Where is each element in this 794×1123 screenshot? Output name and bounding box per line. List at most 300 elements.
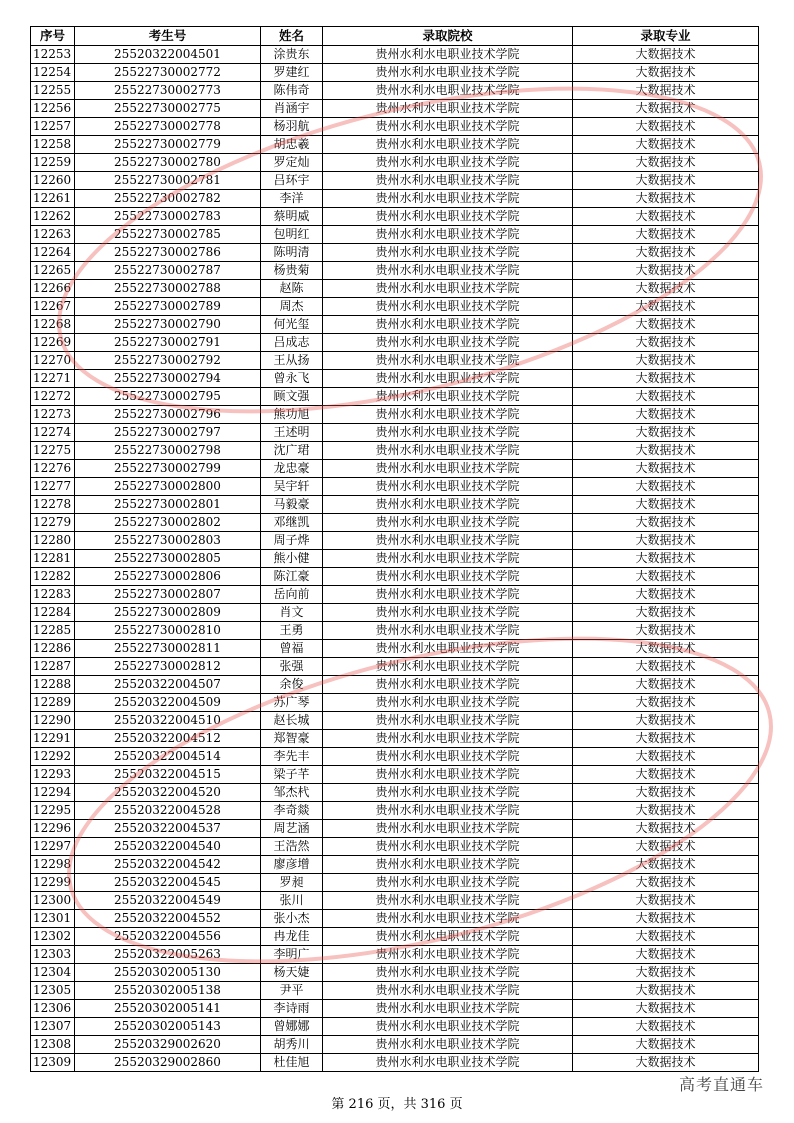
table-row <box>31 820 759 838</box>
cell-major: 大数据技术 <box>573 46 759 64</box>
cell-major: 大数据技术 <box>573 964 759 982</box>
table-row <box>31 766 759 784</box>
table-row <box>31 964 759 982</box>
page-footer: 第 216 页，共 316 页 <box>331 1097 463 1112</box>
cell-seq: 12278 <box>31 496 75 514</box>
cell-name: 曾福 <box>261 640 323 658</box>
cell-major: 大数据技术 <box>573 748 759 766</box>
cell-major: 大数据技术 <box>573 280 759 298</box>
table-row <box>31 658 759 676</box>
cell-seq: 12279 <box>31 514 75 532</box>
cell-exam-id: 25522730002772 <box>75 64 261 82</box>
cell-school: 贵州水利水电职业技术学院 <box>323 334 573 352</box>
cell-seq: 12269 <box>31 334 75 352</box>
cell-school: 贵州水利水电职业技术学院 <box>323 190 573 208</box>
cell-seq: 12283 <box>31 586 75 604</box>
table-row <box>31 262 759 280</box>
table-row <box>31 190 759 208</box>
cell-name: 曾娜娜 <box>261 1018 323 1036</box>
table-row <box>31 712 759 730</box>
table-row <box>31 892 759 910</box>
cell-school: 贵州水利水电职业技术学院 <box>323 766 573 784</box>
cell-school: 贵州水利水电职业技术学院 <box>323 550 573 568</box>
cell-school: 贵州水利水电职业技术学院 <box>323 676 573 694</box>
cell-school: 贵州水利水电职业技术学院 <box>323 100 573 118</box>
cell-exam-id: 25522730002783 <box>75 208 261 226</box>
cell-major: 大数据技术 <box>573 370 759 388</box>
cell-major: 大数据技术 <box>573 82 759 100</box>
cell-exam-id: 25522730002787 <box>75 262 261 280</box>
cell-seq: 12271 <box>31 370 75 388</box>
cell-name: 周子烨 <box>261 532 323 550</box>
table-row <box>31 46 759 64</box>
cell-exam-id: 25522730002778 <box>75 118 261 136</box>
cell-name: 李明广 <box>261 946 323 964</box>
cell-exam-id: 25522730002805 <box>75 550 261 568</box>
cell-seq: 12297 <box>31 838 75 856</box>
cell-exam-id: 25522730002795 <box>75 388 261 406</box>
table-row <box>31 64 759 82</box>
cell-exam-id: 25522730002775 <box>75 100 261 118</box>
cell-seq: 12292 <box>31 748 75 766</box>
cell-name: 包明红 <box>261 226 323 244</box>
cell-name: 张川 <box>261 892 323 910</box>
cell-major: 大数据技术 <box>573 532 759 550</box>
table-row <box>31 406 759 424</box>
cell-name: 杨羽航 <box>261 118 323 136</box>
cell-seq: 12287 <box>31 658 75 676</box>
cell-name: 马毅豪 <box>261 496 323 514</box>
cell-name: 赵长城 <box>261 712 323 730</box>
cell-exam-id: 25520322004509 <box>75 694 261 712</box>
cell-name: 尹平 <box>261 982 323 1000</box>
cell-exam-id: 25520322004552 <box>75 910 261 928</box>
cell-seq: 12257 <box>31 118 75 136</box>
table-row <box>31 784 759 802</box>
table-row <box>31 442 759 460</box>
table-row <box>31 352 759 370</box>
table-body <box>31 46 759 1072</box>
cell-school: 贵州水利水电职业技术学院 <box>323 82 573 100</box>
cell-seq: 12254 <box>31 64 75 82</box>
cell-school: 贵州水利水电职业技术学院 <box>323 352 573 370</box>
cell-name: 王浩然 <box>261 838 323 856</box>
cell-exam-id: 25520322004501 <box>75 46 261 64</box>
cell-name: 蔡明威 <box>261 208 323 226</box>
cell-name: 陈江豪 <box>261 568 323 586</box>
table-row <box>31 586 759 604</box>
cell-exam-id: 25520322005263 <box>75 946 261 964</box>
cell-exam-id: 25522730002791 <box>75 334 261 352</box>
cell-major: 大数据技术 <box>573 694 759 712</box>
table-row <box>31 280 759 298</box>
cell-major: 大数据技术 <box>573 730 759 748</box>
table-row <box>31 568 759 586</box>
cell-major: 大数据技术 <box>573 244 759 262</box>
cell-school: 贵州水利水电职业技术学院 <box>323 496 573 514</box>
cell-school: 贵州水利水电职业技术学院 <box>323 604 573 622</box>
cell-seq: 12301 <box>31 910 75 928</box>
cell-name: 罗定灿 <box>261 154 323 172</box>
cell-seq: 12260 <box>31 172 75 190</box>
table-row <box>31 316 759 334</box>
cell-exam-id: 25520322004556 <box>75 928 261 946</box>
cell-exam-id: 25522730002782 <box>75 190 261 208</box>
cell-exam-id: 25522730002811 <box>75 640 261 658</box>
table-row <box>31 802 759 820</box>
cell-school: 贵州水利水电职业技术学院 <box>323 856 573 874</box>
cell-exam-id: 25520322004540 <box>75 838 261 856</box>
table-row <box>31 514 759 532</box>
cell-name: 邓继凯 <box>261 514 323 532</box>
cell-major: 大数据技术 <box>573 1000 759 1018</box>
table-row <box>31 694 759 712</box>
table-row <box>31 244 759 262</box>
cell-seq: 12255 <box>31 82 75 100</box>
table-row <box>31 676 759 694</box>
cell-school: 贵州水利水电职业技术学院 <box>323 514 573 532</box>
cell-major: 大数据技术 <box>573 892 759 910</box>
cell-major: 大数据技术 <box>573 478 759 496</box>
cell-name: 李先丰 <box>261 748 323 766</box>
cell-seq: 12293 <box>31 766 75 784</box>
table-row <box>31 298 759 316</box>
cell-school: 贵州水利水电职业技术学院 <box>323 586 573 604</box>
cell-seq: 12261 <box>31 190 75 208</box>
cell-exam-id: 25522730002794 <box>75 370 261 388</box>
cell-seq: 12281 <box>31 550 75 568</box>
table-row <box>31 550 759 568</box>
cell-school: 贵州水利水电职业技术学院 <box>323 568 573 586</box>
cell-major: 大数据技术 <box>573 298 759 316</box>
table-row <box>31 172 759 190</box>
cell-seq: 12275 <box>31 442 75 460</box>
cell-seq: 12308 <box>31 1036 75 1054</box>
cell-school: 贵州水利水电职业技术学院 <box>323 298 573 316</box>
cell-seq: 12256 <box>31 100 75 118</box>
cell-major: 大数据技术 <box>573 424 759 442</box>
cell-name: 王从扬 <box>261 352 323 370</box>
cell-major: 大数据技术 <box>573 622 759 640</box>
cell-major: 大数据技术 <box>573 928 759 946</box>
table-row <box>31 136 759 154</box>
cell-exam-id: 25522730002798 <box>75 442 261 460</box>
cell-seq: 12288 <box>31 676 75 694</box>
cell-major: 大数据技术 <box>573 640 759 658</box>
cell-exam-id: 25520329002620 <box>75 1036 261 1054</box>
cell-seq: 12280 <box>31 532 75 550</box>
cell-exam-id: 25520322004542 <box>75 856 261 874</box>
cell-school: 贵州水利水电职业技术学院 <box>323 928 573 946</box>
cell-major: 大数据技术 <box>573 820 759 838</box>
cell-school: 贵州水利水电职业技术学院 <box>323 820 573 838</box>
cell-name: 肖涵宇 <box>261 100 323 118</box>
cell-major: 大数据技术 <box>573 118 759 136</box>
cell-name: 杜佳旭 <box>261 1054 323 1072</box>
cell-seq: 12270 <box>31 352 75 370</box>
table-row <box>31 118 759 136</box>
cell-seq: 12259 <box>31 154 75 172</box>
table-row <box>31 334 759 352</box>
cell-name: 罗昶 <box>261 874 323 892</box>
cell-seq: 12253 <box>31 46 75 64</box>
table-row <box>31 910 759 928</box>
table-row <box>31 622 759 640</box>
cell-seq: 12305 <box>31 982 75 1000</box>
cell-seq: 12289 <box>31 694 75 712</box>
cell-school: 贵州水利水电职业技术学院 <box>323 838 573 856</box>
cell-exam-id: 25522730002797 <box>75 424 261 442</box>
table-row <box>31 370 759 388</box>
cell-school: 贵州水利水电职业技术学院 <box>323 370 573 388</box>
cell-seq: 12264 <box>31 244 75 262</box>
header-name: 姓名 <box>261 27 323 46</box>
cell-school: 贵州水利水电职业技术学院 <box>323 640 573 658</box>
cell-name: 肖文 <box>261 604 323 622</box>
cell-seq: 12267 <box>31 298 75 316</box>
cell-major: 大数据技术 <box>573 1018 759 1036</box>
cell-seq: 12268 <box>31 316 75 334</box>
cell-name: 熊功旭 <box>261 406 323 424</box>
cell-school: 贵州水利水电职业技术学院 <box>323 154 573 172</box>
cell-name: 胡秀川 <box>261 1036 323 1054</box>
cell-school: 贵州水利水电职业技术学院 <box>323 694 573 712</box>
cell-name: 杨贵菊 <box>261 262 323 280</box>
cell-school: 贵州水利水电职业技术学院 <box>323 1036 573 1054</box>
header-exam-id: 考生号 <box>75 27 261 46</box>
cell-school: 贵州水利水电职业技术学院 <box>323 388 573 406</box>
table-row <box>31 424 759 442</box>
table-row <box>31 838 759 856</box>
header-seq: 序号 <box>31 27 75 46</box>
cell-major: 大数据技术 <box>573 496 759 514</box>
cell-major: 大数据技术 <box>573 604 759 622</box>
cell-school: 贵州水利水电职业技术学院 <box>323 406 573 424</box>
cell-seq: 12290 <box>31 712 75 730</box>
cell-exam-id: 25522730002800 <box>75 478 261 496</box>
cell-exam-id: 25520322004549 <box>75 892 261 910</box>
table-row <box>31 388 759 406</box>
cell-name: 吕成志 <box>261 334 323 352</box>
cell-school: 贵州水利水电职业技术学院 <box>323 280 573 298</box>
cell-seq: 12258 <box>31 136 75 154</box>
cell-seq: 12306 <box>31 1000 75 1018</box>
cell-exam-id: 25522730002803 <box>75 532 261 550</box>
cell-name: 岳向前 <box>261 586 323 604</box>
cell-exam-id: 25520322004545 <box>75 874 261 892</box>
cell-name: 张强 <box>261 658 323 676</box>
cell-name: 王勇 <box>261 622 323 640</box>
cell-major: 大数据技术 <box>573 982 759 1000</box>
cell-seq: 12309 <box>31 1054 75 1072</box>
cell-name: 沈广珺 <box>261 442 323 460</box>
cell-major: 大数据技术 <box>573 838 759 856</box>
cell-name: 冉龙佳 <box>261 928 323 946</box>
cell-name: 曾永飞 <box>261 370 323 388</box>
cell-exam-id: 25520302005130 <box>75 964 261 982</box>
cell-name: 廖彦增 <box>261 856 323 874</box>
cell-name: 李奇燚 <box>261 802 323 820</box>
cell-name: 周艺涵 <box>261 820 323 838</box>
cell-major: 大数据技术 <box>573 856 759 874</box>
table-row <box>31 1000 759 1018</box>
cell-name: 苏广琴 <box>261 694 323 712</box>
cell-school: 贵州水利水电职业技术学院 <box>323 658 573 676</box>
cell-name: 郑智豪 <box>261 730 323 748</box>
cell-exam-id: 25520302005141 <box>75 1000 261 1018</box>
cell-exam-id: 25520322004520 <box>75 784 261 802</box>
cell-major: 大数据技术 <box>573 100 759 118</box>
admission-list-table-container <box>30 26 758 1072</box>
cell-major: 大数据技术 <box>573 316 759 334</box>
header-major: 录取专业 <box>573 27 759 46</box>
cell-exam-id: 25520322004507 <box>75 676 261 694</box>
cell-major: 大数据技术 <box>573 910 759 928</box>
cell-seq: 12263 <box>31 226 75 244</box>
cell-name: 龙忠豪 <box>261 460 323 478</box>
cell-school: 贵州水利水电职业技术学院 <box>323 1000 573 1018</box>
cell-major: 大数据技术 <box>573 64 759 82</box>
header-school: 录取院校 <box>323 27 573 46</box>
table-row <box>31 1054 759 1072</box>
cell-exam-id: 25522730002812 <box>75 658 261 676</box>
cell-school: 贵州水利水电职业技术学院 <box>323 874 573 892</box>
cell-name: 李洋 <box>261 190 323 208</box>
cell-name: 吴宇轩 <box>261 478 323 496</box>
cell-seq: 12273 <box>31 406 75 424</box>
cell-seq: 12296 <box>31 820 75 838</box>
cell-exam-id: 25522730002790 <box>75 316 261 334</box>
cell-seq: 12284 <box>31 604 75 622</box>
table-row <box>31 874 759 892</box>
cell-exam-id: 25522730002801 <box>75 496 261 514</box>
table-row <box>31 82 759 100</box>
cell-seq: 12295 <box>31 802 75 820</box>
table-row <box>31 928 759 946</box>
cell-school: 贵州水利水电职业技术学院 <box>323 946 573 964</box>
cell-major: 大数据技术 <box>573 550 759 568</box>
cell-school: 贵州水利水电职业技术学院 <box>323 208 573 226</box>
table-row <box>31 226 759 244</box>
cell-school: 贵州水利水电职业技术学院 <box>323 118 573 136</box>
cell-seq: 12302 <box>31 928 75 946</box>
cell-exam-id: 25520302005138 <box>75 982 261 1000</box>
cell-seq: 12303 <box>31 946 75 964</box>
cell-major: 大数据技术 <box>573 568 759 586</box>
cell-exam-id: 25520322004537 <box>75 820 261 838</box>
cell-exam-id: 25522730002792 <box>75 352 261 370</box>
cell-school: 贵州水利水电职业技术学院 <box>323 1018 573 1036</box>
cell-seq: 12299 <box>31 874 75 892</box>
table-row <box>31 460 759 478</box>
cell-seq: 12282 <box>31 568 75 586</box>
cell-major: 大数据技术 <box>573 802 759 820</box>
cell-name: 王述明 <box>261 424 323 442</box>
watermark-corner-text: 高考直通车 <box>678 1075 764 1094</box>
cell-exam-id: 25522730002789 <box>75 298 261 316</box>
cell-name: 张小杰 <box>261 910 323 928</box>
cell-seq: 12266 <box>31 280 75 298</box>
cell-school: 贵州水利水电职业技术学院 <box>323 172 573 190</box>
cell-school: 贵州水利水电职业技术学院 <box>323 46 573 64</box>
cell-seq: 12300 <box>31 892 75 910</box>
cell-exam-id: 25522730002802 <box>75 514 261 532</box>
cell-school: 贵州水利水电职业技术学院 <box>323 262 573 280</box>
cell-name: 涂贵东 <box>261 46 323 64</box>
cell-major: 大数据技术 <box>573 1054 759 1072</box>
cell-major: 大数据技术 <box>573 712 759 730</box>
cell-name: 邹杰杙 <box>261 784 323 802</box>
cell-name: 梁子芊 <box>261 766 323 784</box>
cell-name: 胡忠羲 <box>261 136 323 154</box>
cell-major: 大数据技术 <box>573 136 759 154</box>
table-row <box>31 208 759 226</box>
cell-school: 贵州水利水电职业技术学院 <box>323 460 573 478</box>
cell-exam-id: 25522730002785 <box>75 226 261 244</box>
cell-seq: 12277 <box>31 478 75 496</box>
table-row <box>31 532 759 550</box>
cell-school: 贵州水利水电职业技术学院 <box>323 622 573 640</box>
cell-major: 大数据技术 <box>573 1036 759 1054</box>
cell-major: 大数据技术 <box>573 262 759 280</box>
table-row <box>31 1018 759 1036</box>
cell-name: 杨天婕 <box>261 964 323 982</box>
table-row <box>31 1036 759 1054</box>
cell-school: 贵州水利水电职业技术学院 <box>323 532 573 550</box>
cell-school: 贵州水利水电职业技术学院 <box>323 964 573 982</box>
cell-school: 贵州水利水电职业技术学院 <box>323 784 573 802</box>
cell-school: 贵州水利水电职业技术学院 <box>323 424 573 442</box>
cell-school: 贵州水利水电职业技术学院 <box>323 910 573 928</box>
cell-exam-id: 25522730002809 <box>75 604 261 622</box>
cell-name: 周杰 <box>261 298 323 316</box>
cell-major: 大数据技术 <box>573 388 759 406</box>
cell-school: 贵州水利水电职业技术学院 <box>323 748 573 766</box>
cell-exam-id: 25522730002788 <box>75 280 261 298</box>
cell-seq: 12291 <box>31 730 75 748</box>
cell-exam-id: 25522730002796 <box>75 406 261 424</box>
cell-exam-id: 25522730002807 <box>75 586 261 604</box>
table-row <box>31 946 759 964</box>
cell-exam-id: 25522730002779 <box>75 136 261 154</box>
cell-major: 大数据技术 <box>573 658 759 676</box>
cell-exam-id: 25522730002773 <box>75 82 261 100</box>
cell-name: 赵陈 <box>261 280 323 298</box>
cell-seq: 12276 <box>31 460 75 478</box>
cell-seq: 12294 <box>31 784 75 802</box>
cell-school: 贵州水利水电职业技术学院 <box>323 244 573 262</box>
table-row <box>31 982 759 1000</box>
admission-list-table <box>30 26 759 1072</box>
cell-exam-id: 25522730002806 <box>75 568 261 586</box>
cell-name: 吕环宇 <box>261 172 323 190</box>
cell-exam-id: 25520322004528 <box>75 802 261 820</box>
cell-school: 贵州水利水电职业技术学院 <box>323 316 573 334</box>
table-row <box>31 748 759 766</box>
cell-seq: 12265 <box>31 262 75 280</box>
cell-name: 顾文强 <box>261 388 323 406</box>
cell-seq: 12298 <box>31 856 75 874</box>
table-row <box>31 154 759 172</box>
cell-exam-id: 25520322004512 <box>75 730 261 748</box>
cell-seq: 12274 <box>31 424 75 442</box>
cell-seq: 12304 <box>31 964 75 982</box>
cell-major: 大数据技术 <box>573 208 759 226</box>
cell-name: 李诗雨 <box>261 1000 323 1018</box>
cell-exam-id: 25520302005143 <box>75 1018 261 1036</box>
cell-exam-id: 25520329002860 <box>75 1054 261 1072</box>
cell-school: 贵州水利水电职业技术学院 <box>323 478 573 496</box>
